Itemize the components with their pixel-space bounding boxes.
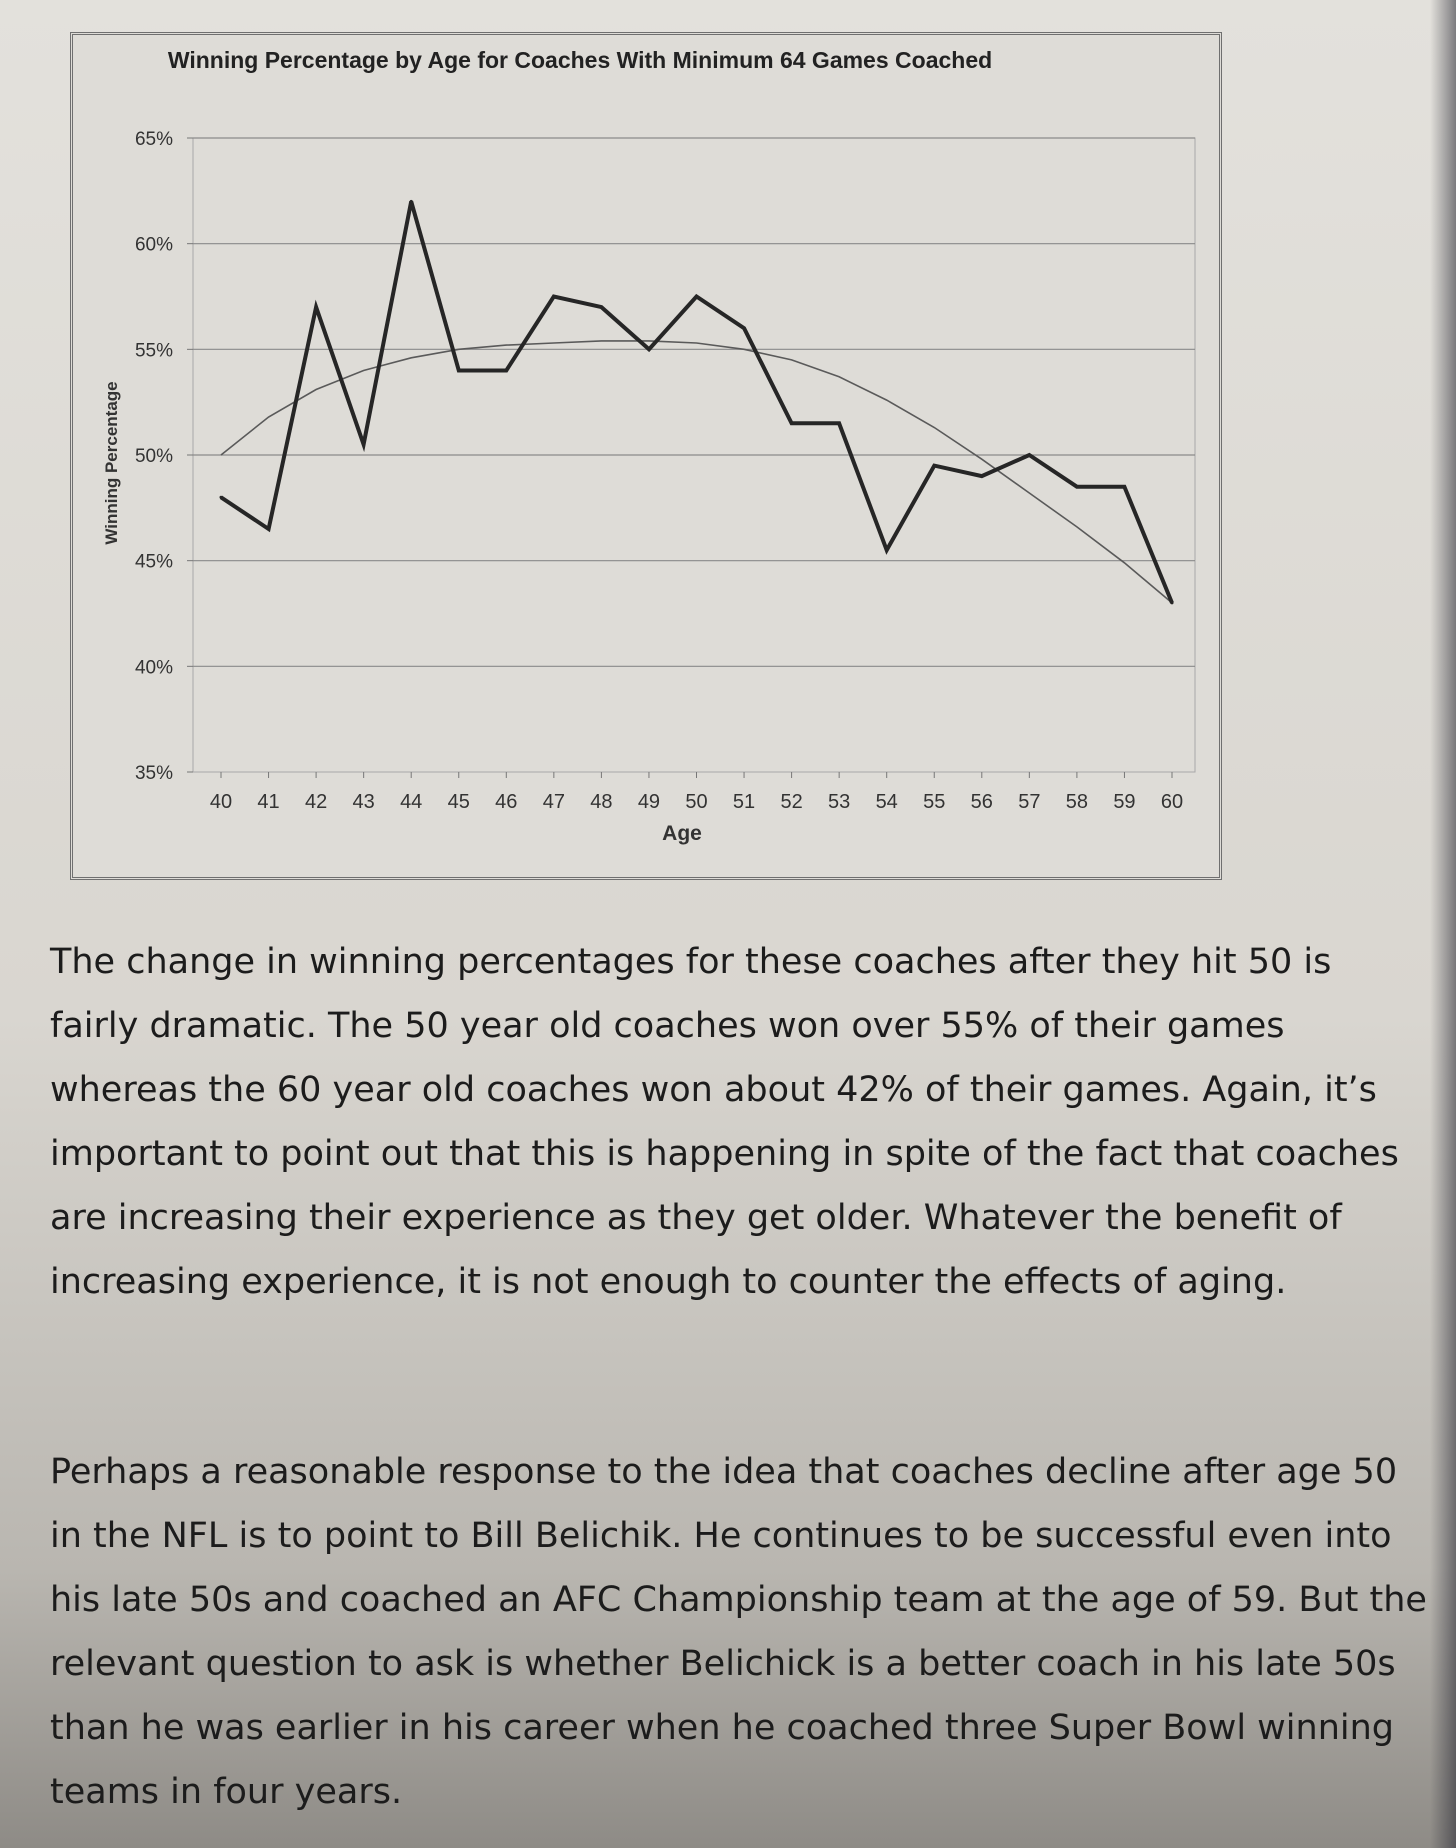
y-tick-label: 65% [134, 129, 173, 150]
y-tick-label: 40% [134, 657, 173, 679]
x-tick-label: 50 [685, 791, 708, 813]
data-point [1123, 485, 1126, 488]
x-tick-label: 54 [875, 791, 898, 813]
x-tick-label: 40 [209, 791, 233, 813]
trend-line [221, 341, 1172, 603]
winning-percentage-line [221, 201, 1172, 603]
x-tick-label: 44 [400, 791, 423, 813]
y-tick-label: 60% [134, 234, 173, 256]
data-point [315, 306, 318, 309]
y-tick-label: 50% [134, 446, 173, 467]
data-point [647, 348, 650, 351]
data-point [410, 200, 413, 203]
data-point [695, 295, 698, 298]
page-edge-shadow [1430, 0, 1456, 1848]
x-tick-label: 46 [495, 791, 518, 813]
data-point [600, 306, 603, 309]
x-tick-label: 60 [1160, 791, 1184, 813]
line-chart [0, 0, 1456, 900]
data-point [790, 422, 793, 425]
x-tick-label: 55 [923, 791, 946, 813]
data-point [552, 295, 555, 298]
x-tick-label: 57 [1018, 791, 1041, 813]
x-tick-label: 43 [352, 791, 375, 813]
x-axis-label: Age [662, 822, 702, 845]
data-point [1075, 485, 1078, 488]
y-tick-label: 55% [134, 340, 173, 362]
data-point [885, 549, 888, 552]
data-point [267, 527, 270, 530]
x-tick-label: 41 [257, 791, 280, 813]
x-tick-label: 48 [590, 791, 613, 813]
x-tick-label: 56 [970, 791, 993, 813]
x-tick-label: 58 [1065, 791, 1089, 813]
y-axis-label: Winning Percentage [102, 381, 121, 545]
data-point [220, 496, 223, 499]
paragraph-2: Perhaps a reasonable response to the idea that coaches decline after age 50 in the NFL is to point to Bill Belichik. He continues to be successful even into his late 50s and coached an AFC Championship team at the age of 59. But the relevant question to ask is whether Belichick is a better coach in his late 50s than he was earlier in his career when he coached three Super Bowl winning teams in four years. [50, 1452, 1427, 1812]
x-tick-label: 51 [732, 791, 756, 813]
x-tick-label: 49 [637, 791, 661, 813]
data-point [1171, 601, 1174, 604]
y-tick-label: 35% [134, 763, 173, 784]
x-tick-label: 53 [828, 791, 851, 813]
x-tick-label: 42 [304, 791, 328, 813]
data-point [505, 369, 508, 372]
x-tick-label: 47 [542, 791, 565, 813]
x-tick-label: 59 [1113, 791, 1136, 813]
data-point [362, 443, 365, 446]
data-point [1028, 454, 1031, 457]
data-point [933, 464, 936, 467]
y-tick-label: 45% [134, 551, 173, 573]
paragraph-1: The change in winning percentages for these coaches after they hit 50 is fairly dramatic. The 50 year old coaches won over 55% of their games whereas the 60 year old coaches won about 42% of their games. Again, it’s important to point out that this is happening in spite of the fact that coaches are increasing their experience as they get older. Whatever the benefit of increasing experience, it is not enough to counter the effects of aging. [50, 942, 1399, 1302]
data-point [838, 422, 841, 425]
data-point [743, 327, 746, 330]
chart-title: Winning Percentage by Age for Coaches With Minimum 64 Games Coached [167, 47, 993, 73]
data-point [457, 369, 460, 372]
x-tick-label: 45 [447, 791, 470, 813]
x-tick-label: 52 [780, 791, 803, 813]
data-point [980, 475, 983, 478]
